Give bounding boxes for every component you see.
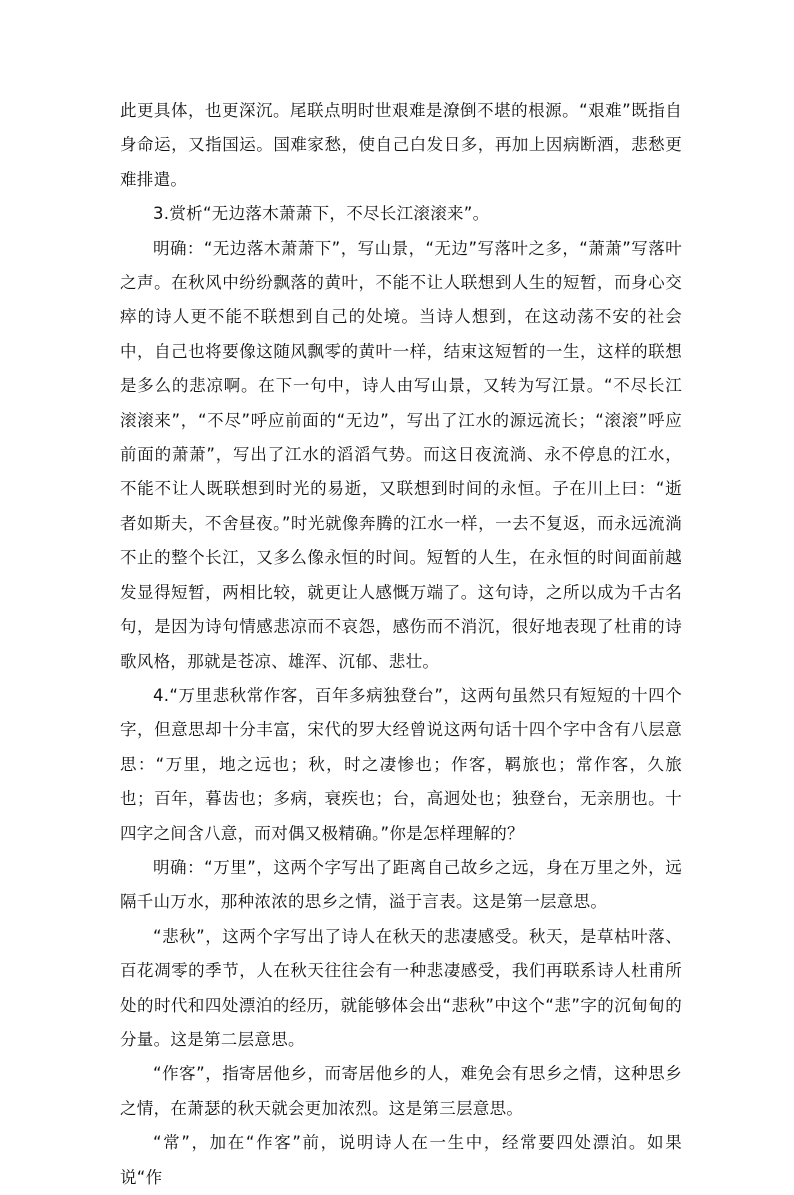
paragraph-answer-3: 明确：“无边落木萧萧下”，写山景，“无边”写落叶之多，“萧萧”写落叶之声。在秋风中纷纷飘落的黄叶，不能不让人联想到人生的短暂，而身心交瘁的诗人更不能不联想到自己的处境。当诗人想到，在这动荡不安的社会中，自己也将要像这随风飘零的黄叶一样，结束这短暂的一生，这样的联想是多么的悲凉啊。在下一句中，诗人由写山景，又转为写江景。“不尽长江滚滚来”，“不尽”呼应前面的“无边”，写出了江水的源远流长；“滚滚”呼应前面的萧萧”，写出了江水的滔滔气势。而这日夜流淌、永不停息的江水，不能不让人既联想到时光的易逝，又联想到时间的永恒。子在川上曰：“逝者如斯夫，不舍昼夜。”时光就像奔腾的江水一样，一去不复返，而永远流淌不止的整个长江，又多么像永恒的时间。短暂的人生，在永恒的时间面前越发显得短暂，两相比较，就更让人感慨万端了。这句诗，之所以成为千古名句，是因为诗句情感悲凉而不哀怨，感伤而不消沉，很好地表现了杜甫的诗歌风格，那就是苍凉、雄浑、沉郁、悲壮。 xyxy=(120,238,682,671)
document-page xyxy=(120,94,682,1195)
paragraph-chang: “常”，加在“作客”前，说明诗人在一生中，经常要四处漂泊。如果说“作 xyxy=(120,1133,682,1187)
paragraph-beiqiu: “悲秋”，这两个字写出了诗人在秋天的悲凄感受。秋天，是草枯叶落、百花凋零的季节，人在秋天往往会有一种悲凄感受，我们再联系诗人杜甫所处的时代和四处漂泊的经历，就能够体会出“悲秋”中这个“悲”字的沉甸甸的分量。这是第二层意思。 xyxy=(120,926,682,1049)
paragraph-zuoke: “作客”，指寄居他乡，而寄居他乡的人，难免会有思乡之情，这种思乡之情，在萧瑟的秋天就会更加浓烈。这是第三层意思。 xyxy=(120,1064,682,1118)
paragraph-question-3: 3.赏析“无边落木萧萧下，不尽长江滚滚来”。 xyxy=(153,204,490,224)
paragraph-question-4: 4.“万里悲秋常作客，百年多病独登台”，这两句虽然只有短短的十四个字，但意思却十分丰富，宋代的罗大经曾说这两句话十四个字中含有八层意思：“万里，地之远也；秋，时之凄惨也；作客，羁旅也；常作客，久旅也；百年，暮齿也；多病，衰疾也；台，高迥处也；独登台，无亲朋也。十四字之间含八意，而对偶又极精确。”你是怎样理解的？ xyxy=(120,685,682,843)
paragraph-continuation: 此更具体，也更深沉。尾联点明时世艰难是潦倒不堪的根源。“艰难”既指自身命运，又指国运。国难家愁，使自己白发日多，再加上因病断酒，悲愁更难排遣。 xyxy=(120,101,682,189)
paragraph-answer-4-wanli: 明确：“万里”，这两个字写出了距离自己故乡之远，身在万里之外，远隔千山万水，那种浓浓的思乡之情，溢于言表。这是第一层意思。 xyxy=(120,857,682,912)
